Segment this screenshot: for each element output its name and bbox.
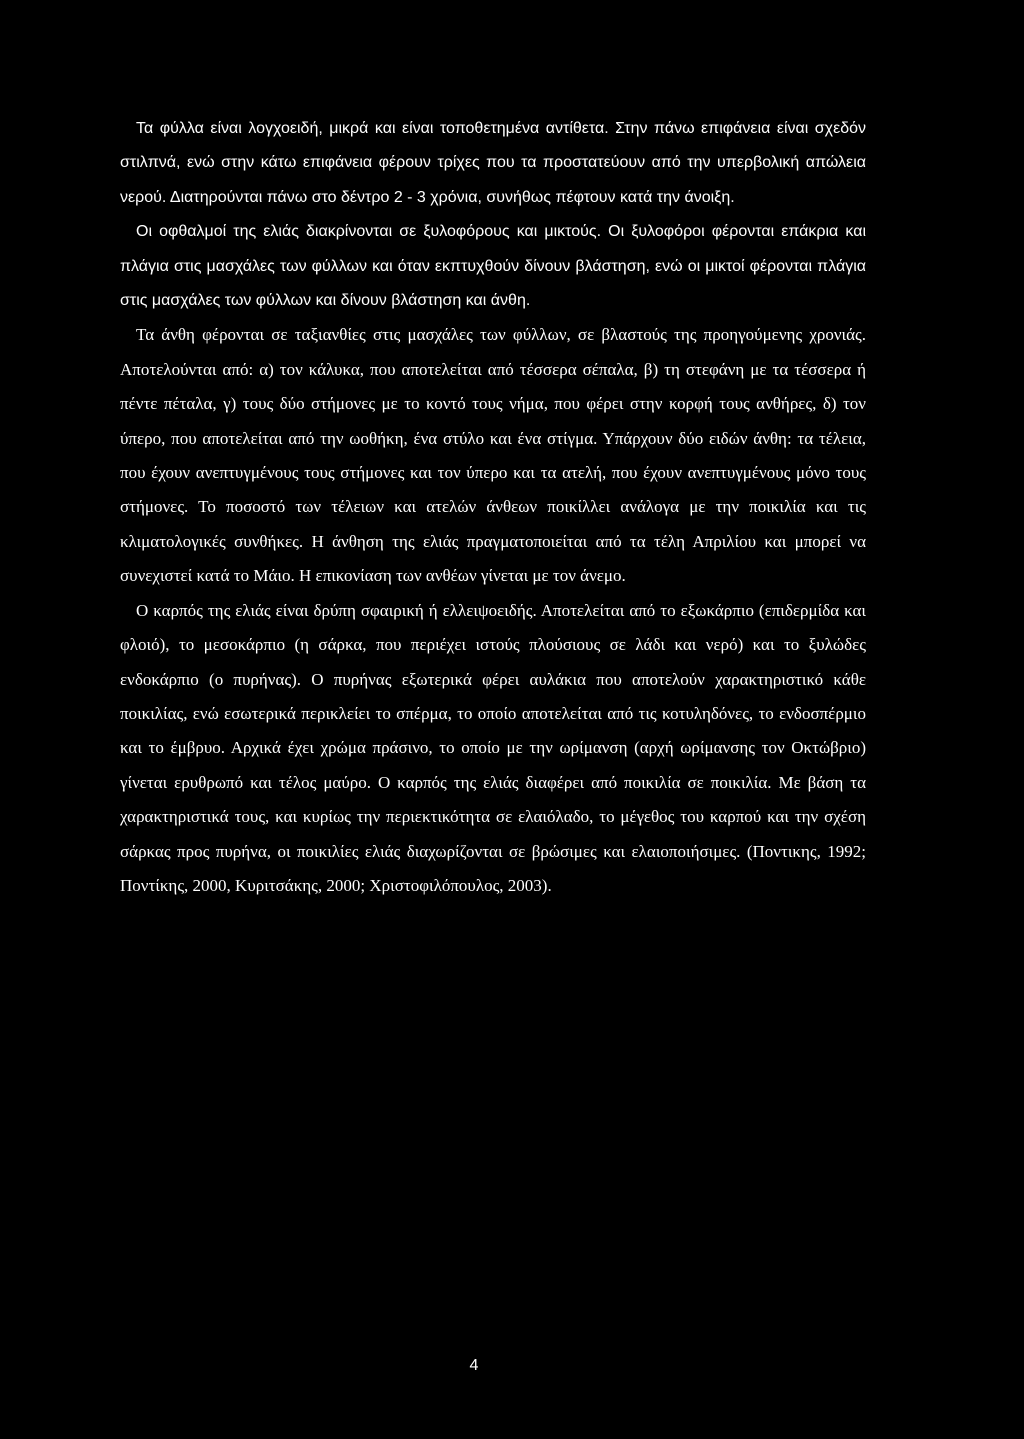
body-text — [120, 112, 866, 903]
paragraph-buds: Οι οφθαλμοί της ελιάς διακρίνονται σε ξυλοφόρους και μικτούς. Οι ξυλοφόροι φέρονται επάκρια και πλάγια στις μασχάλες των φύλλων και όταν εκπτυχθούν δίνουν βλάστηση, ενώ οι μικτοί φέρονται πλάγια στις μασχάλες των φύλλων και δίνουν βλάστηση και άνθη. — [120, 223, 866, 310]
paragraph-fruit: Ο καρπός της ελιάς είναι δρύπη σφαιρική ή ελλειψοειδής. Αποτελείται από το εξωκάρπιο (επιδερμίδα και φλοιό), το μεσοκάρπιο (η σάρκα, που περιέχει ιστούς πλούσιους σε λάδι και νερό) και το ξυλώδες ενδοκάρπιο (ο πυρήνας). Ο πυρήνας εξωτερικά φέρει αυλάκια που αποτελούν χαρακτηριστικό κάθε ποικιλίας, ενώ εσωτερικά περικλείει το σπέρμα, το οποίο αποτελείται από τις κοτυληδόνες, το ενδοσπέρμιο και το έμβρυο. Αρχικά έχει χρώμα πράσινο, το οποίο με την ωρίμανση (αρχή ωρίμανσης τον Οκτώβριο) γίνεται ερυθρωπό και τέλος μαύρο. Ο καρπός της ελιάς διαφέρει από ποικιλία σε ποικιλία. Με βάση τα χαρακτηριστικά τους, και κυρίως την περιεκτικότητα σε ελαιόλαδο, το μέγεθος του καρπού και την σχέση σάρκας προς πυρήνα, οι ποικιλίες ελιάς διαχωρίζονται σε βρώσιμες και ελαιοποιήσιμες. (Ποντικης, 1992; Ποντίκης, 2000, Κυριτσάκης, 2000; Χριστοφιλόπουλος, 2003). — [120, 600, 866, 895]
page-number: 4 — [469, 1357, 479, 1374]
paragraph-flowers: Τα άνθη φέρονται σε ταξιανθίες στις μασχάλες των φύλλων, σε βλαστούς της προηγούμενης χρονιάς. Αποτελούνται από: α) τον κάλυκα, που αποτελείται από τέσσερα σέπαλα, β) τη στεφάνη με τα τέσσερα ή πέντε πέταλα, γ) τους δύο στήμονες με το κοντό τους νήμα, που φέρει στην κορφή τους ανθήρες, δ) τον ύπερο, που αποτελείται από την ωοθήκη, ένα στύλο και ένα στίγμα. Υπάρχουν δύο ειδών άνθη: τα τέλεια, που έχουν ανεπτυγμένους τους στήμονες και τον ύπερο και τα ατελή, που έχουν ανεπτυγμένους μόνο τους στήμονες. Το ποσοστό των τέλειων και ατελών άνθεων ποικίλλει ανάλογα με την ποικιλία και τις κλιματολογικές συνθήκες. Η άνθηση της ελιάς πραγματοποιείται από τα τέλη Απριλίου και μπορεί να συνεχιστεί κατά το Μάιο. Η επικονίαση των ανθέων γίνεται με τον άνεμο. — [120, 325, 866, 586]
paragraph-leaves: Τα φύλλα είναι λογχοειδή, μικρά και είναι τοποθετημένα αντίθετα. Στην πάνω επιφάνεια είναι σχεδόν στιλπνά, ενώ στην κάτω επιφάνεια φέρουν τρίχες που τα προστατεύουν από την υπερβολική απώλεια νερού. Διατηρούνται πάνω στο δέντρο 2 - 3 χρόνια, συνήθως πέφτουν κατά την άνοιξη. — [120, 120, 866, 206]
